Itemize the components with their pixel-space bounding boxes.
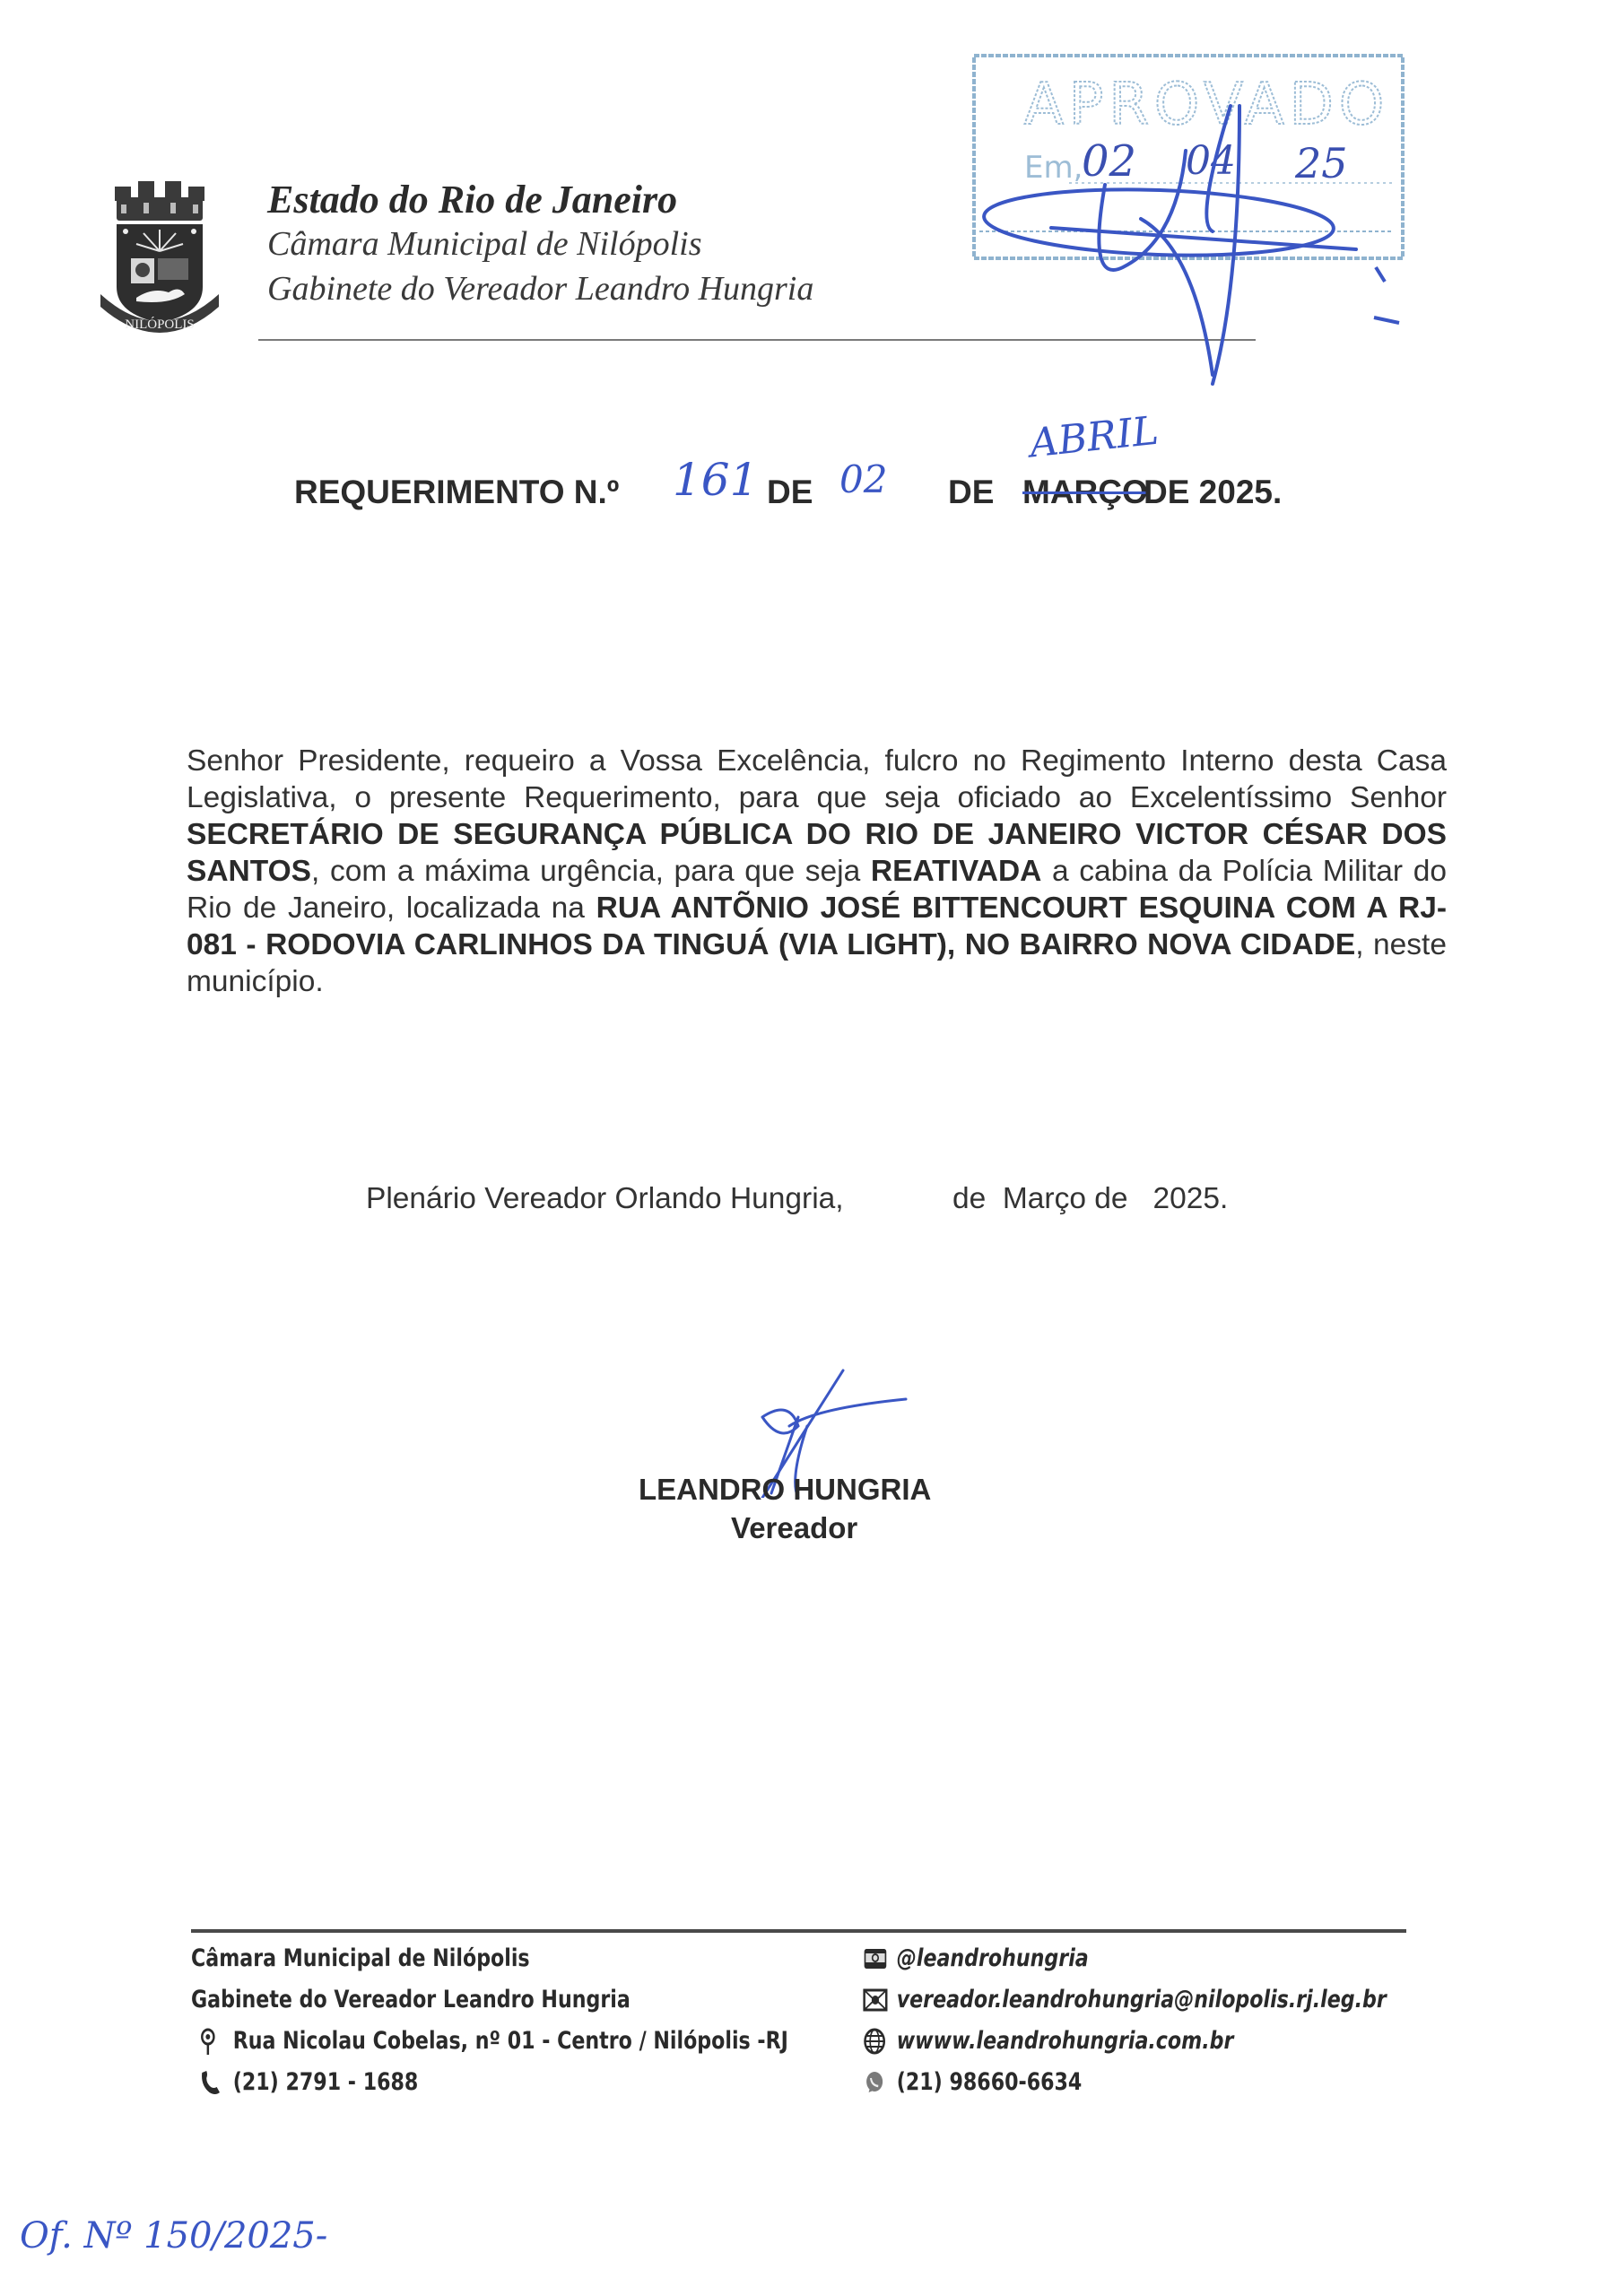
footer-email-text: vereador.leandrohungria@nilopolis.rj.leg.br	[896, 1986, 1387, 2013]
municipal-crest-logo	[97, 179, 222, 334]
body-text-3: a cabina da Polícia Militar do Rio de Janeiro, localizada na	[187, 855, 1448, 925]
title-suffix: DE 2025.	[1144, 474, 1283, 510]
stamp-date-month: 04	[1186, 138, 1236, 184]
stamp-date-year: 25	[1295, 139, 1348, 187]
footer-phone-text: (21) 2791 - 1688	[232, 2068, 419, 2096]
footer-address	[199, 2027, 788, 2055]
body-bold-action: REATIVADA	[870, 855, 1042, 888]
header-divider	[258, 339, 1256, 341]
body-text-4: , neste município.	[187, 928, 1447, 998]
footer-website-text: wwww.leandrohungria.com.br	[896, 2027, 1234, 2055]
footer-divider	[191, 1929, 1406, 1933]
crest-ribbon-text: NILÓPOLIS	[125, 317, 195, 332]
closing-place: Plenário Vereador Orlando Hungria,	[366, 1182, 844, 1215]
footer-website[interactable]	[863, 2027, 1233, 2055]
body-text-2: , com a máxima urgência, para que seja	[311, 855, 871, 888]
body-bold-location: RUA ANTÕNIO JOSÉ BITTENCOURT ESQUINA COM A RJ-081 - RODOVIA CARLINHOS DA TINGUÁ (VIA LIGHT), NO BAIRRO NOVA CIDADE	[187, 891, 1448, 961]
footer-address-text: Rua Nicolau Cobelas, nº 01 - Centro / Nilópolis -RJ	[232, 2027, 788, 2055]
footer-email[interactable]	[863, 1986, 1387, 2013]
approval-stamp	[970, 52, 1406, 276]
stamp-date-prefix: Em,	[1024, 150, 1083, 186]
instagram-icon	[863, 1945, 888, 1972]
footer-whatsapp[interactable]	[863, 2068, 1082, 2096]
globe-icon	[863, 2028, 888, 2055]
body-bold-addressee: SECRETÁRIO DE SEGURANÇA PÚBLICA DO RIO DE JANEIRO VICTOR CÉSAR DOS SANTOS	[187, 818, 1447, 888]
footer-whatsapp-text: (21) 98660-6634	[896, 2068, 1083, 2096]
whatsapp-icon	[863, 2069, 888, 2096]
signer-name: LEANDRO HUNGRIA	[639, 1473, 932, 1506]
map-pin-icon	[199, 2028, 224, 2055]
phone-icon	[199, 2069, 224, 2096]
title-de-1: DE	[767, 474, 813, 510]
footer-office-text: Gabinete do Vereador Leandro Hungria	[191, 1986, 631, 2013]
closing-date: de Março de 2025.	[952, 1182, 1229, 1215]
header-office: Gabinete do Vereador Leandro Hungria	[267, 270, 814, 308]
footer-phone	[199, 2068, 418, 2096]
footer-instagram-text: @leandrohungria	[896, 1944, 1089, 1972]
requerimento-prefix: REQUERIMENTO N.º	[294, 474, 620, 510]
title-month-struck: MARÇO	[1022, 474, 1148, 510]
requerimento-day-handwritten: 02	[839, 457, 888, 501]
title-de-2: DE	[948, 474, 995, 510]
email-icon	[863, 1987, 888, 2013]
requerimento-number-handwritten: 161	[673, 454, 759, 506]
footer-instagram[interactable]	[863, 1944, 1089, 1972]
signer-role: Vereador	[731, 1511, 858, 1544]
header-chamber: Câmara Municipal de Nilópolis	[267, 225, 702, 263]
footer-chamber	[191, 1944, 530, 1972]
footer-chamber-text: Câmara Municipal de Nilópolis	[191, 1944, 530, 1972]
header-state: Estado do Rio de Janeiro	[267, 178, 678, 222]
body-text-1: Senhor Presidente, requeiro a Vossa Excelência, fulcro no Regimento Interno desta Casa Legislativa, o presente Requerimento, para que seja oficiado ao Excelentíssimo Senhor	[187, 744, 1447, 814]
footer-office	[191, 1986, 631, 2013]
stamp-label: APROVADO	[1024, 72, 1390, 138]
handwritten-oficio-number: Of. Nº 150/2025-	[20, 2215, 328, 2257]
stamp-date-day: 02	[1082, 136, 1137, 187]
title-month-handwritten: ABRIL	[1027, 407, 1161, 467]
request-body	[187, 743, 1447, 1000]
